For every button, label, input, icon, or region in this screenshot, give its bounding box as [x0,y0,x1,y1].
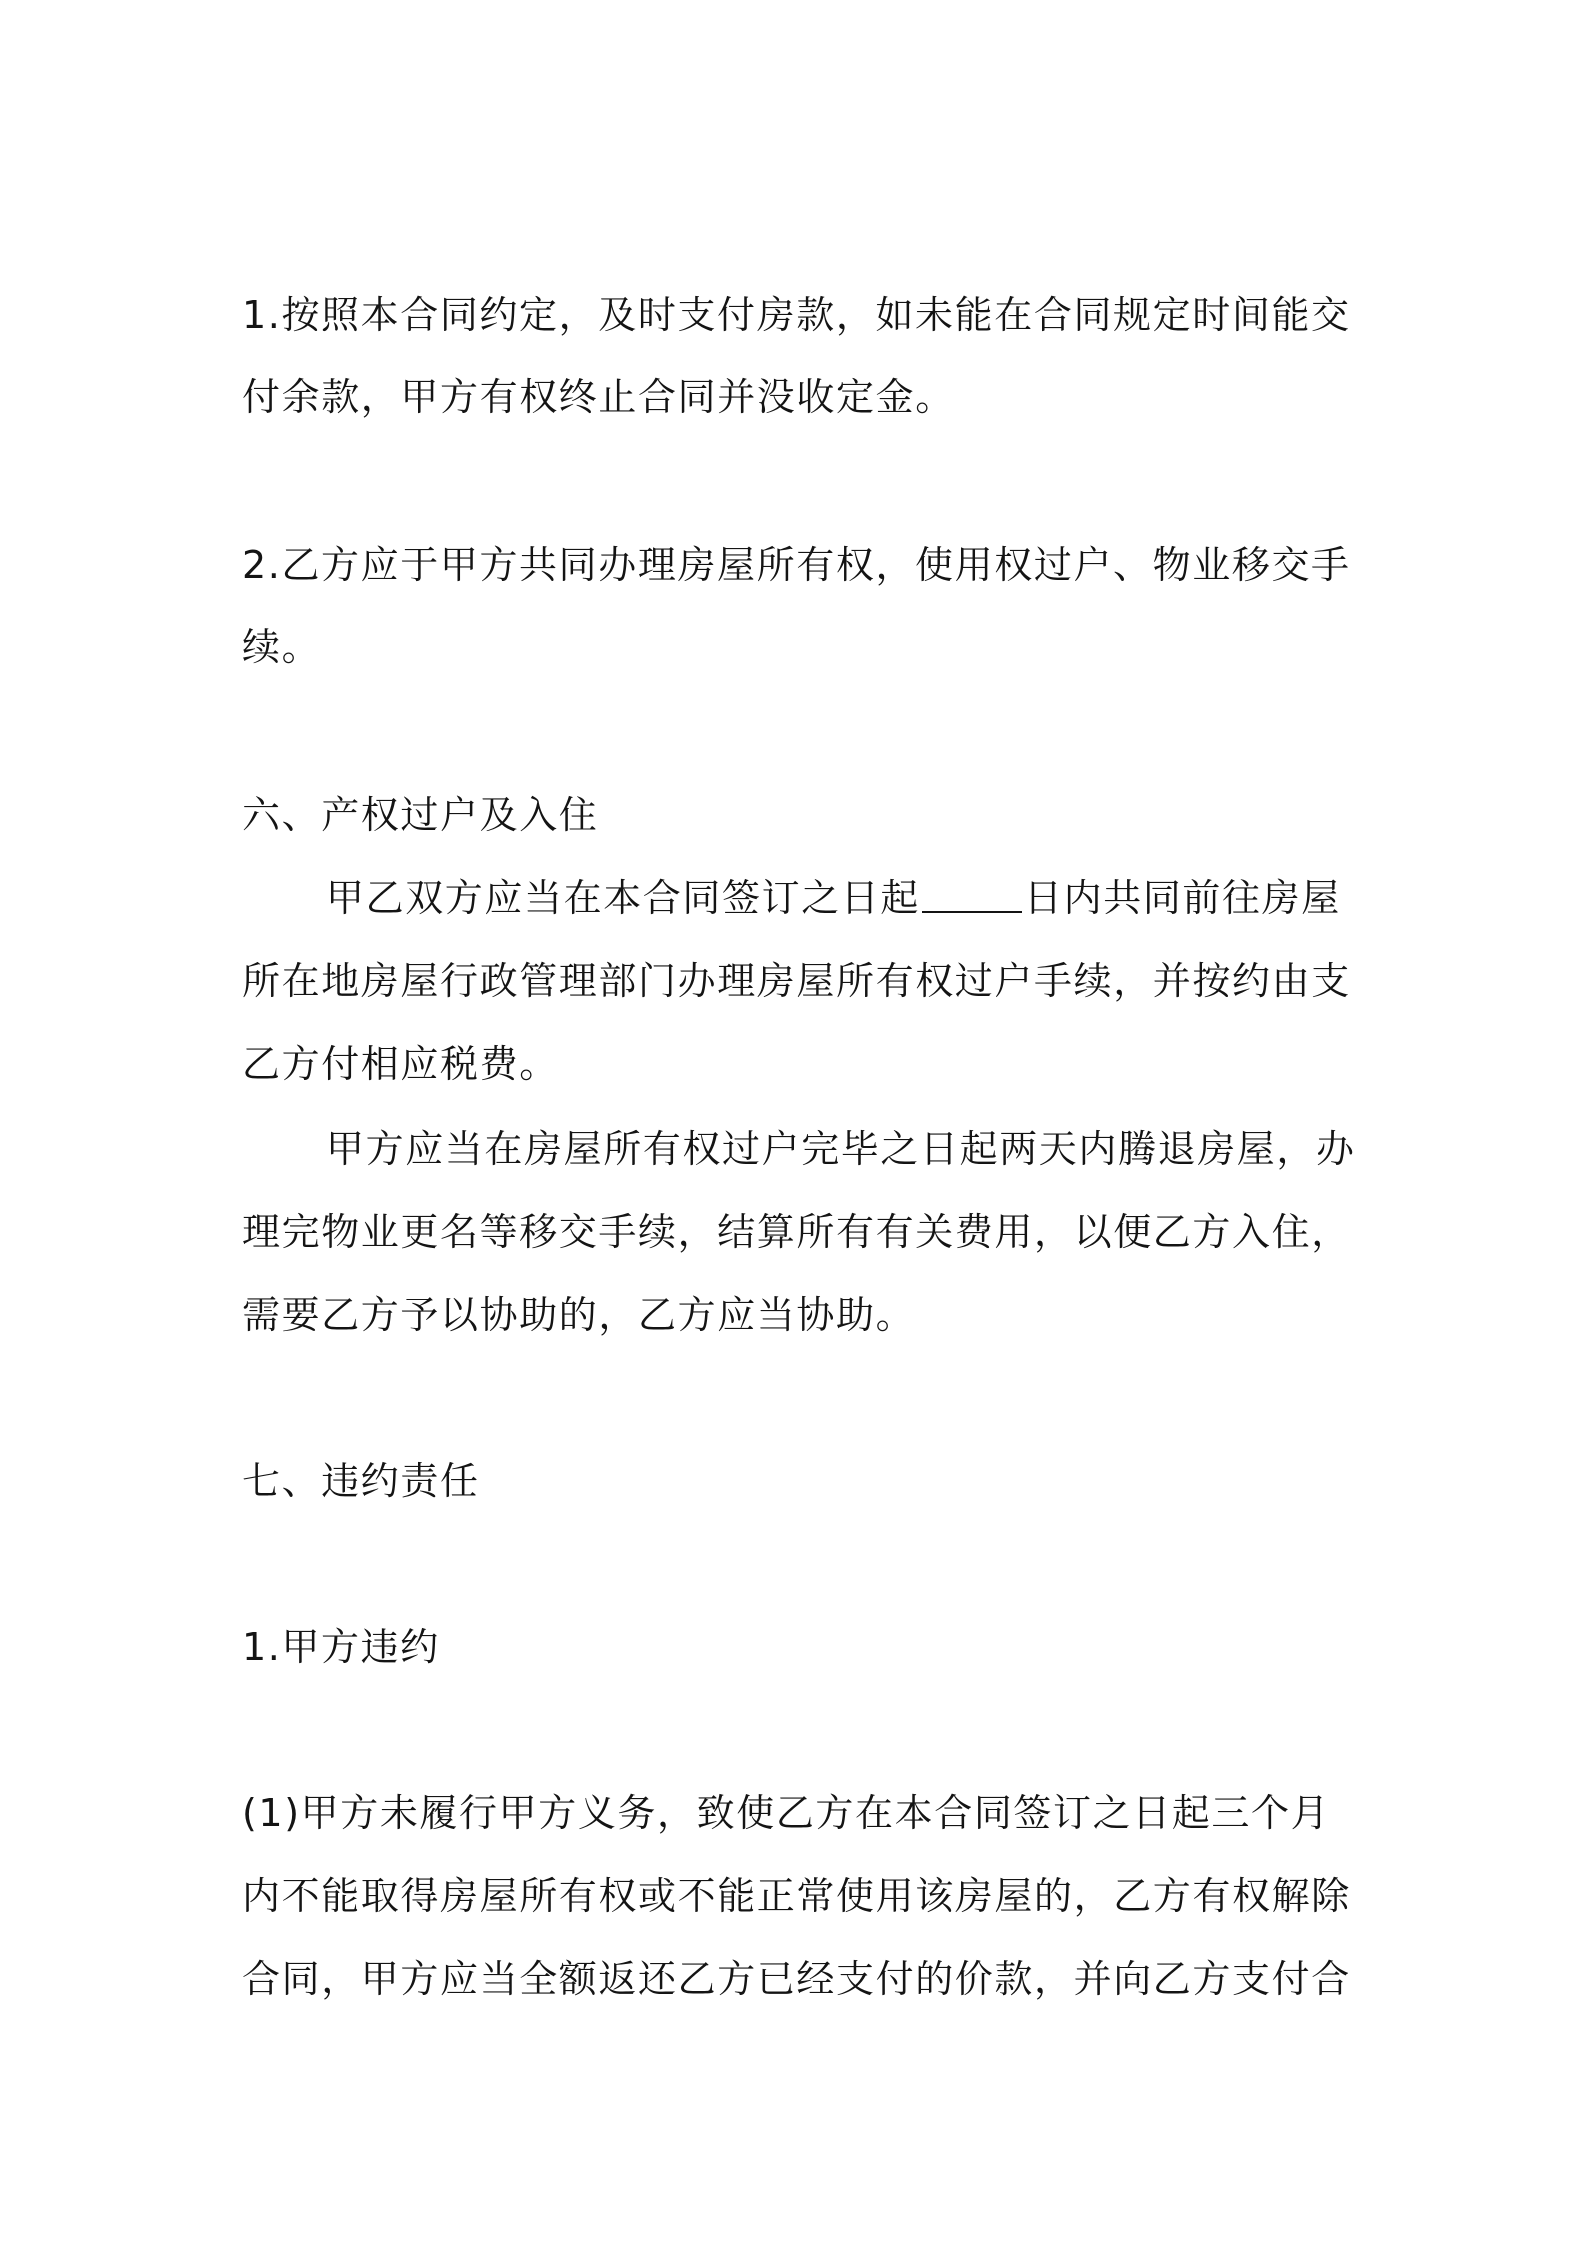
clause-5-1-line-1: 1.按照本合同约定，及时支付房款，如未能在合同规定时间能交 [242,293,1351,337]
section-6-para-2-line-2: 理完物业更名等移交手续，结算所有有关费用，以便乙方入住， [242,1210,1351,1254]
clause-5-2-line-1: 2.乙方应于甲方共同办理房屋所有权，使用权过户、物业移交手 [242,543,1351,587]
para-1-text-after-blank: 日内共同前往房屋 [1024,876,1341,920]
section-6-heading: 六、产权过户及入住 [242,793,599,837]
section-7-item-1-line-3: 合同，甲方应当全额返还乙方已经支付的价款，并向乙方支付合 [242,1957,1351,2001]
section-6-para-1-line-3: 乙方付相应税费。 [242,1042,559,1086]
section-7-item-1-line-2: 内不能取得房屋所有权或不能正常使用该房屋的，乙方有权解除 [242,1874,1351,1918]
section-7-item-1-line-1: (1)甲方未履行甲方义务，致使乙方在本合同签订之日起三个月 [242,1791,1331,1835]
section-6-para-2-line-3: 需要乙方予以协助的，乙方应当协助。 [242,1293,916,1337]
section-7-heading: 七、违约责任 [242,1459,480,1503]
section-6-para-1-line-2: 所在地房屋行政管理部门办理房屋所有权过户手续，并按约由支 [242,959,1351,1003]
section-6-para-1-line-1 [326,873,1341,923]
section-6-para-2-line-1: 甲方应当在房屋所有权过户完毕之日起两天内腾退房屋，办 [326,1127,1356,1171]
para-1-text-before-blank: 甲乙双方应当在本合同签订之日起 [326,876,921,920]
section-7-subheading: 1.甲方违约 [242,1625,440,1669]
clause-5-2-line-2: 续。 [242,625,322,669]
clause-5-1-line-2: 付余款，甲方有权终止合同并没收定金。 [242,375,955,419]
days-blank [922,873,1022,913]
